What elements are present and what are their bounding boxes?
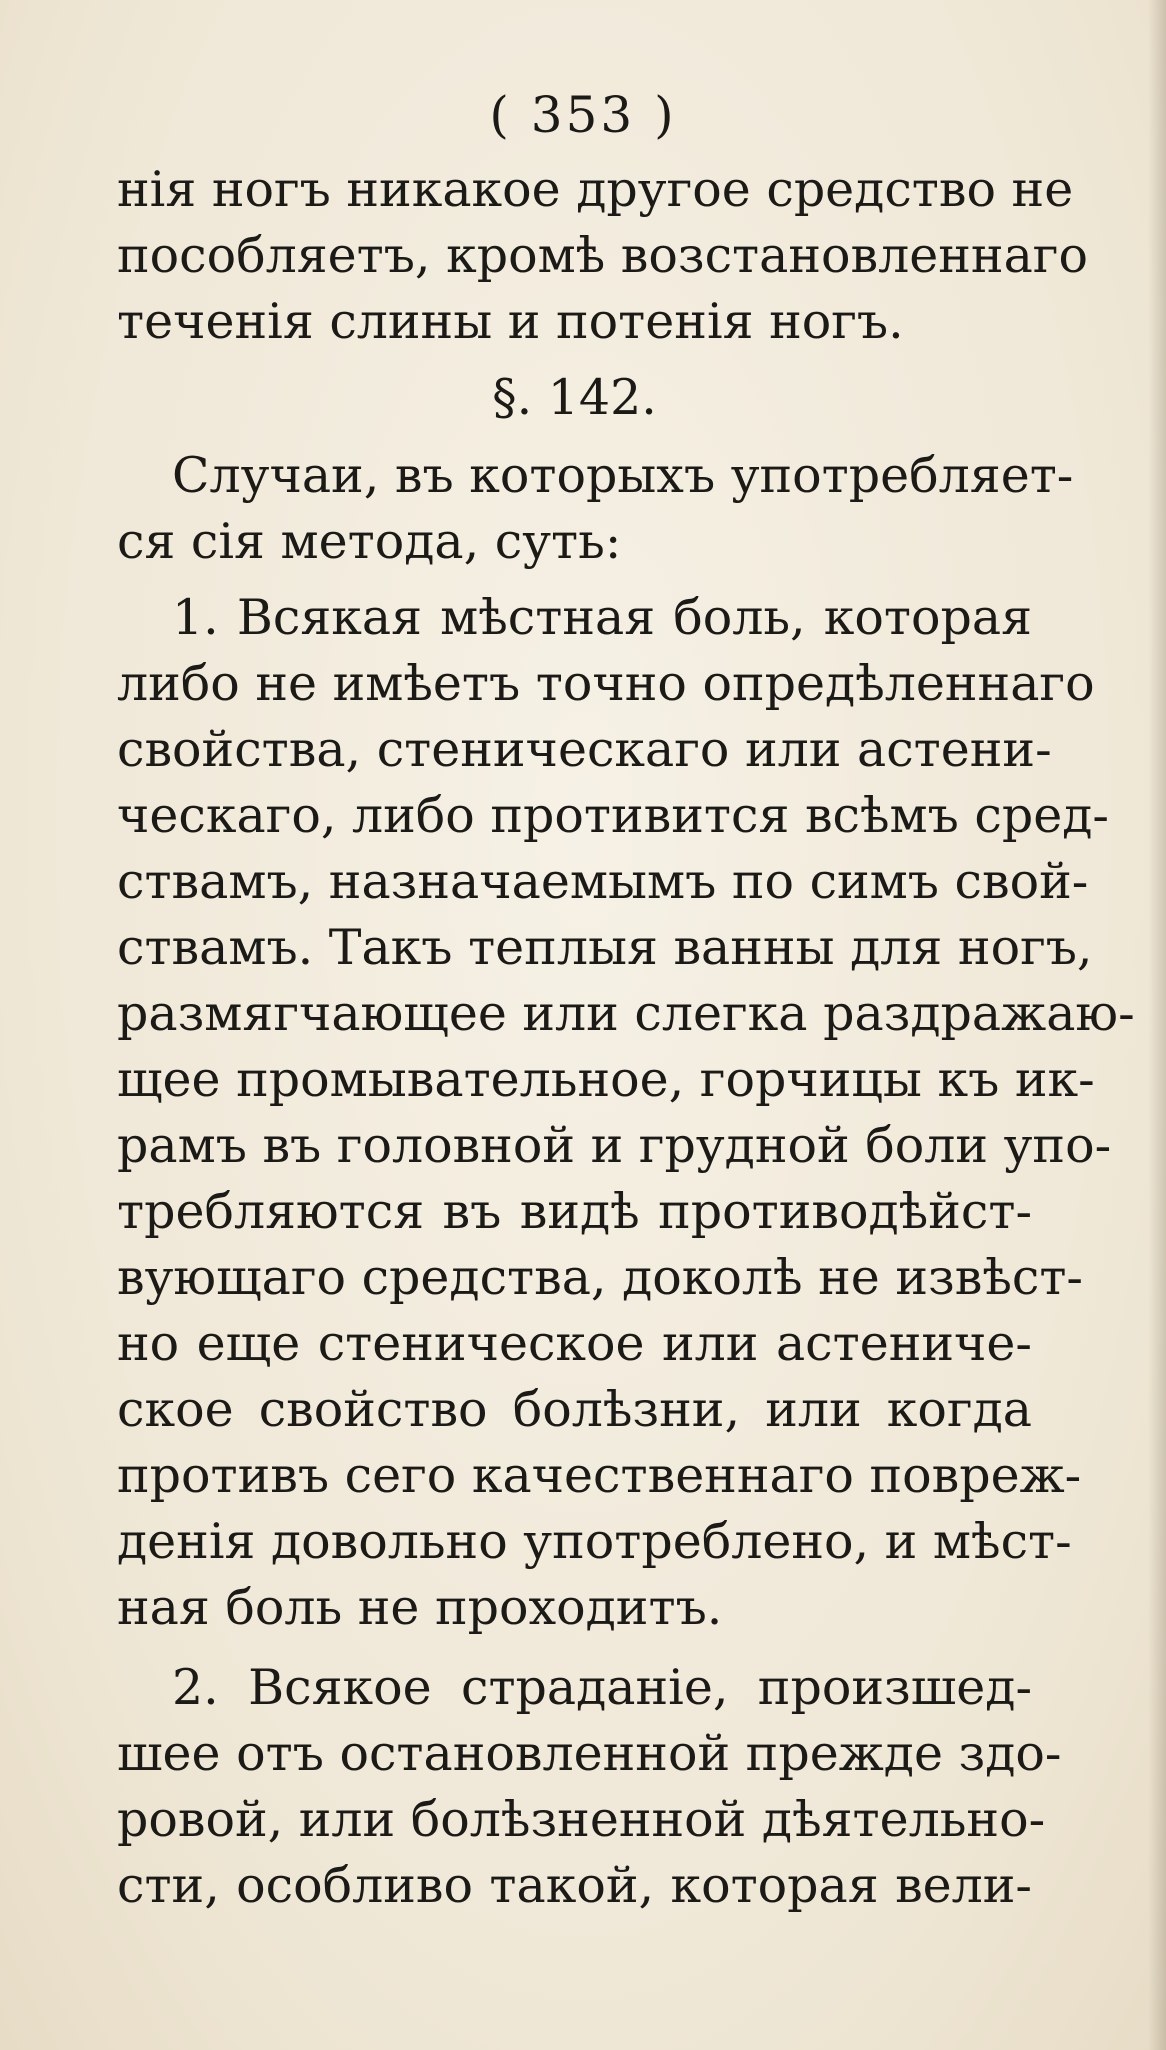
text-line: теченія слины и потенія ногъ. [117, 293, 904, 350]
text-line: рамъ въ головной и грудной боли упо- [117, 1117, 1112, 1174]
text-line: ское свойство болѣзни, или когда [117, 1381, 1032, 1438]
text-line: сти, особливо такой, которая вели- [117, 1857, 1032, 1914]
text-line: ровой, или болѣзненной дѣятельно- [117, 1791, 1046, 1848]
page-number: ( 353 ) [489, 86, 677, 144]
text-line: размягчающее или слегка раздражаю- [117, 985, 1135, 1042]
text-line: свойства, стеническаго или астени- [117, 721, 1052, 778]
text-line: пособляетъ, кромѣ возстановленнаго [117, 227, 1088, 284]
text-line: противъ сего качественнаго повреж- [117, 1447, 1082, 1504]
text-line: щее промывательное, горчицы къ ик- [117, 1051, 1095, 1108]
text-line: ствамъ. Такъ теплыя ванны для ногъ, [117, 919, 1093, 976]
list-item-2-start: 2. Всякое страданіе, произшед- [172, 1659, 1032, 1716]
text-line: вующаго средства, доколѣ не извѣст- [117, 1249, 1083, 1306]
section-heading: §. 142. [492, 369, 657, 426]
text-line: нія ногъ никакое другое средство не [117, 161, 1074, 218]
text-line: ная боль не проходитъ. [117, 1579, 723, 1636]
text-line: требляются въ видѣ противодѣйст- [117, 1183, 1032, 1240]
text-line: либо не имѣетъ точно опредѣленнаго [117, 655, 1095, 712]
text-line: шее отъ остановленной прежде здо- [117, 1725, 1062, 1782]
page-spine-shadow [1148, 0, 1166, 2050]
text-line: но еще стеническое или астениче- [117, 1315, 1032, 1372]
text-line: денія довольно употреблено, и мѣст- [117, 1513, 1072, 1570]
text-line: ческаго, либо противится всѣмъ сред- [117, 787, 1109, 844]
text-line: ствамъ, назначаемымъ по симъ свой- [117, 853, 1089, 910]
list-item-1-start: 1. Всякая мѣстная боль, которая [172, 589, 1032, 646]
text-line: ся сія метода, суть: [117, 513, 622, 570]
text-line: Случаи, въ которыхъ употребляет- [172, 447, 1074, 504]
